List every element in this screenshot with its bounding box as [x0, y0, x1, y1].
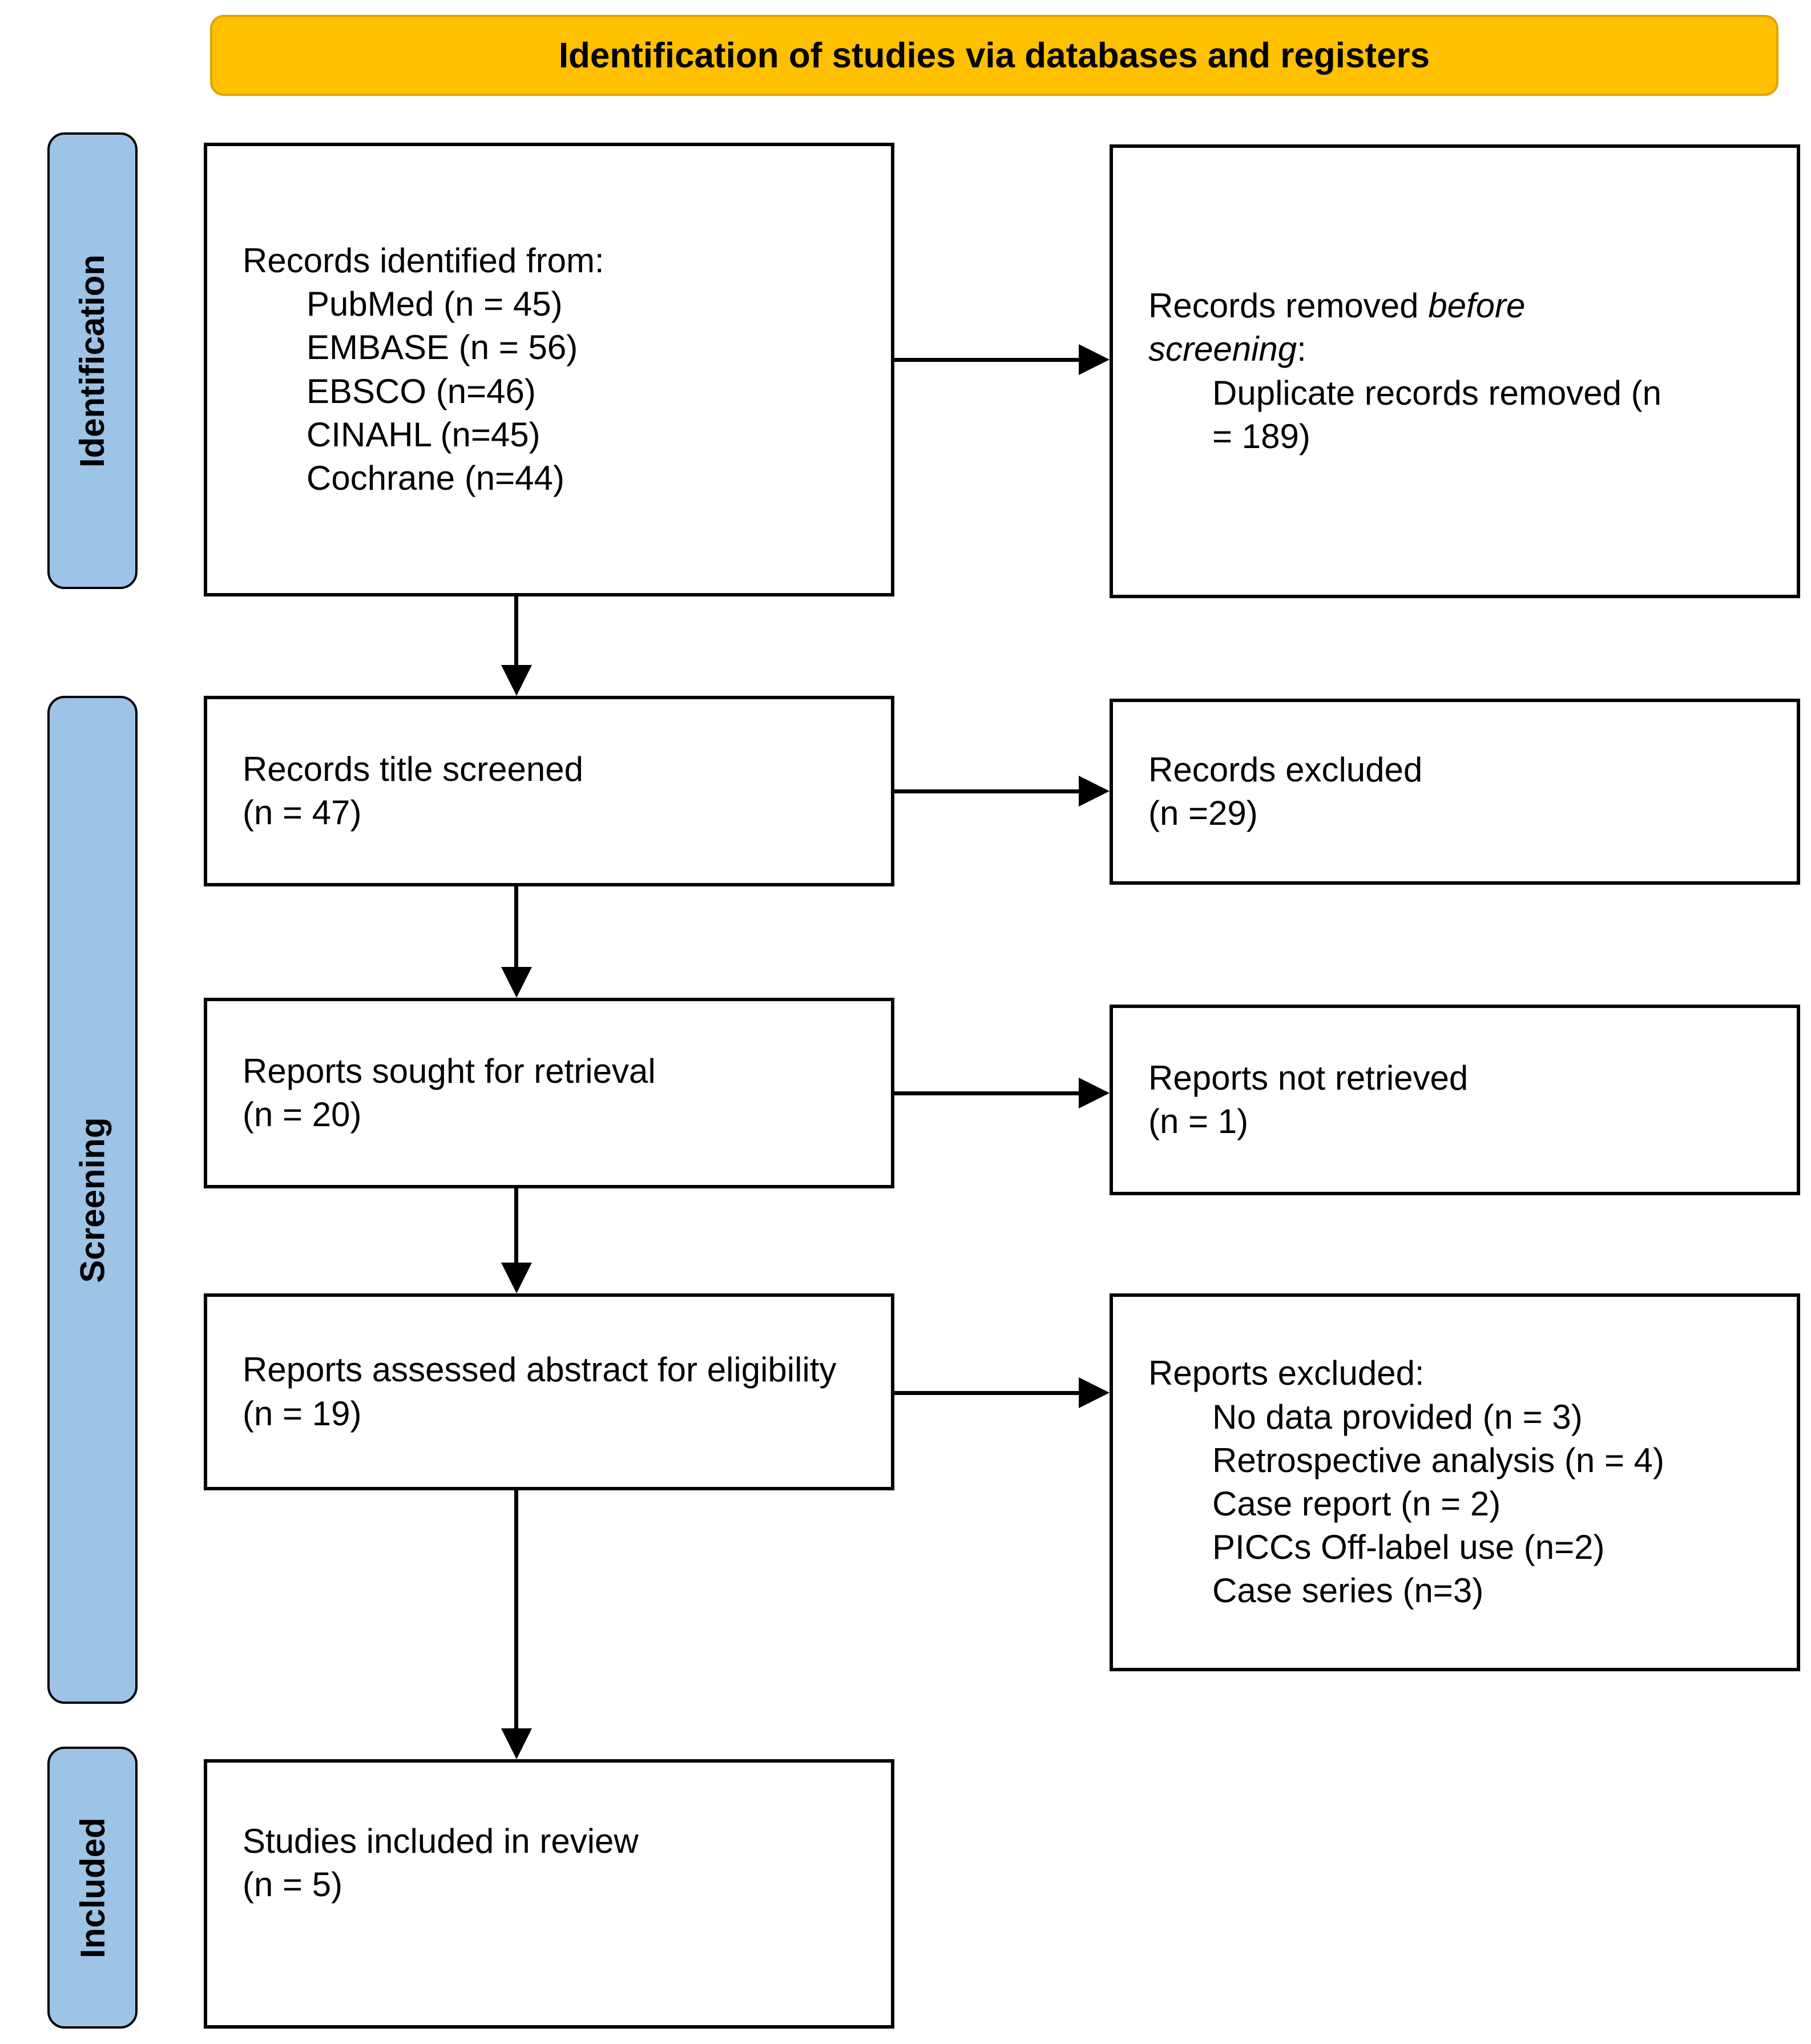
- records-title-screened-title: Records title screened: [243, 749, 583, 788]
- arrow-down-4-line: [514, 1490, 518, 1731]
- reports-not-retrieved-title: Reports not retrieved: [1148, 1058, 1469, 1097]
- arrow-down-2-head: [501, 967, 532, 998]
- reports-excluded-item: Case report (n = 2): [1212, 1485, 1501, 1523]
- box-records-title-screened: [204, 696, 894, 886]
- records-excluded-title: Records excluded: [1148, 750, 1423, 789]
- box-studies-included: [204, 1759, 894, 2029]
- reports-assessed-title: Reports assessed abstract for eligibility: [243, 1350, 837, 1389]
- arrow-down-4-head: [501, 1728, 532, 1759]
- studies-included-count: (n = 5): [243, 1865, 343, 1904]
- studies-included-title: Studies included in review: [243, 1822, 639, 1860]
- stage-label-screening-text: Screening: [73, 1116, 112, 1283]
- arrow-right-1-head: [1079, 344, 1110, 375]
- box-reports-sought: [204, 998, 894, 1188]
- reports-assessed-count: (n = 19): [243, 1394, 362, 1433]
- banner-title-text: Identification of studies via databases and registers: [558, 35, 1430, 75]
- arrow-right-1-line: [894, 358, 1081, 362]
- reports-excluded-item: PICCs Off-label use (n=2): [1212, 1528, 1605, 1567]
- records-removed-intro: [1148, 284, 1671, 371]
- box-records-removed: [1110, 144, 1800, 598]
- arrow-down-1-line: [514, 596, 518, 667]
- records-excluded-count: (n =29): [1148, 794, 1258, 832]
- arrow-right-4-head: [1079, 1377, 1110, 1408]
- reports-sought-title: Reports sought for retrieval: [243, 1051, 656, 1090]
- arrow-down-2-line: [514, 886, 518, 969]
- banner-title: [210, 15, 1778, 96]
- records-identified-intro: Records identified from:: [243, 241, 604, 280]
- box-reports-assessed: [204, 1293, 894, 1490]
- box-reports-excluded: [1110, 1293, 1800, 1671]
- reports-excluded-item: Case series (n=3): [1212, 1571, 1484, 1610]
- records-removed-prefix: Records removed: [1148, 287, 1429, 325]
- reports-excluded-item: Retrospective analysis (n = 4): [1212, 1441, 1665, 1479]
- reports-not-retrieved-count: (n = 1): [1148, 1102, 1249, 1140]
- records-identified-item: EBSCO (n=46): [306, 372, 536, 410]
- arrow-right-3-line: [894, 1091, 1081, 1095]
- arrow-right-2-head: [1079, 776, 1110, 807]
- arrow-right-2-line: [894, 789, 1081, 793]
- records-identified-item: PubMed (n = 45): [306, 285, 563, 324]
- records-removed-item: Duplicate records removed (n = 189): [1212, 373, 1662, 455]
- stage-label-screening: [47, 696, 138, 1704]
- records-title-screened-count: (n = 47): [243, 793, 362, 832]
- reports-sought-count: (n = 20): [243, 1095, 362, 1134]
- arrow-down-1-head: [501, 665, 532, 696]
- reports-excluded-item: No data provided (n = 3): [1212, 1397, 1583, 1436]
- stage-label-included-text: Included: [73, 1817, 112, 1958]
- reports-excluded-intro: Reports excluded:: [1148, 1354, 1425, 1393]
- records-removed-suffix: :: [1297, 330, 1306, 369]
- arrow-down-3-head: [501, 1263, 532, 1293]
- records-removed-italic: before screening: [1148, 287, 1526, 369]
- box-records-excluded: [1110, 699, 1800, 885]
- box-reports-not-retrieved: [1110, 1005, 1800, 1195]
- records-identified-item: CINAHL (n=45): [306, 415, 541, 454]
- stage-label-identification-text: Identification: [73, 254, 112, 467]
- box-records-identified: [204, 143, 894, 596]
- records-identified-item: EMBASE (n = 56): [306, 328, 578, 367]
- arrow-right-3-head: [1079, 1078, 1110, 1108]
- stage-label-included: [47, 1747, 138, 2029]
- stage-label-identification: [47, 132, 138, 589]
- arrow-down-3-line: [514, 1188, 518, 1265]
- arrow-right-4-line: [894, 1391, 1081, 1395]
- records-identified-item: Cochrane (n=44): [306, 458, 564, 497]
